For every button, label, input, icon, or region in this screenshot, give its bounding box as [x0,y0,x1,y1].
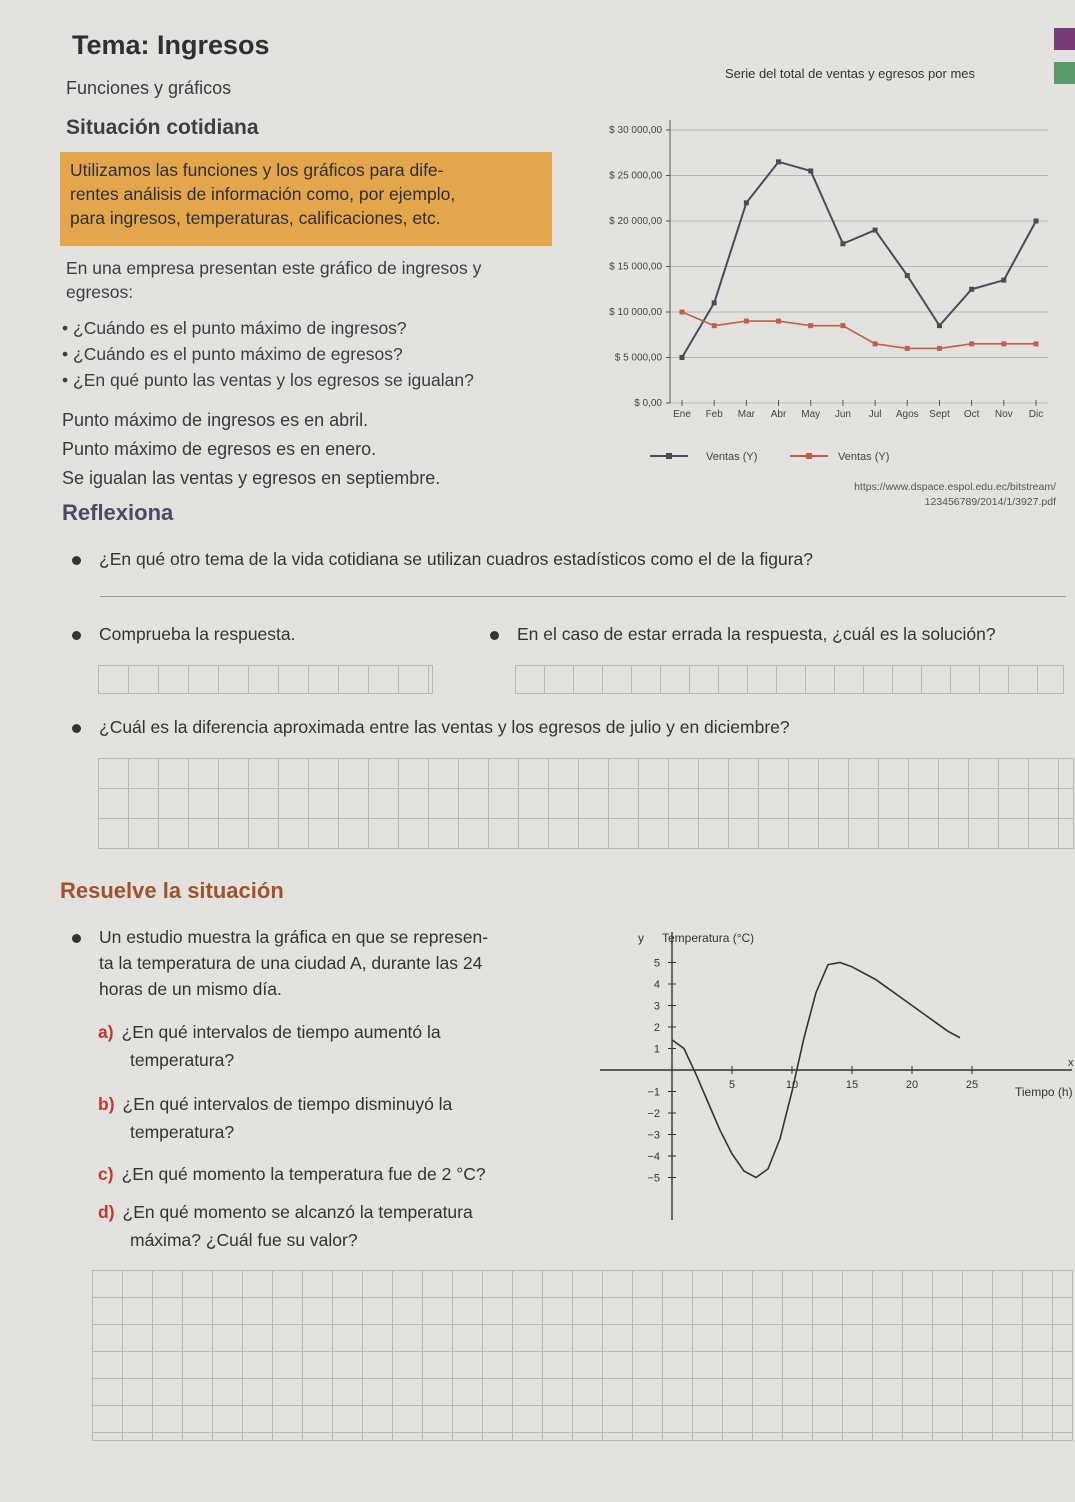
data-point-expenses [808,323,813,328]
answer-grid[interactable] [515,665,1064,694]
data-point-expenses [873,341,878,346]
y-tick-label: 5 [653,957,660,970]
x-tick-label: Feb [705,409,723,420]
chart-legend [650,451,889,463]
problem-line: ta la temperatura de una ciudad A, durante las 24 [99,953,483,973]
series-line-expenses [682,312,1036,348]
page-title: Tema: Ingresos [72,30,270,60]
data-point-expenses [937,346,942,351]
answer-grid[interactable] [92,1270,1073,1441]
question-item-c [98,1160,568,1188]
x-tick-label: Abr [770,409,787,420]
data-point-sales [873,228,878,233]
intro-text [66,256,556,304]
data-point-sales [680,355,685,360]
y-tick-label: $ 10 000,00 [609,307,662,318]
y-tick-label: 4 [653,979,660,991]
data-point-expenses [712,323,717,328]
legend-label: Ventas (Y) [706,451,758,463]
item-text: ¿En qué intervalos de tiempo disminuyó la [122,1094,453,1114]
source-line: https://www.dspace.espol.edu.ec/bitstream/ [854,481,1056,493]
page-subtitle: Funciones y gráficos [66,78,232,98]
y-tick-label: $ 5 000,00 [614,352,662,364]
problem-line: horas de un mismo día. [99,979,282,999]
x-tick-label: Ene [673,409,691,420]
data-point-sales [1034,219,1039,224]
item-text: ¿En qué momento se alcanzó la temperatura [122,1202,473,1222]
bullet-icon [72,724,81,733]
y-tick-label: $ 15 000,00 [609,261,662,273]
x-tick-label: Oct [963,409,980,420]
y-axis-letter: y [638,931,644,945]
question-text: ¿Cuándo es el punto máximo de egresos? [73,344,403,364]
answer-grid[interactable] [98,665,433,694]
chart-series-group [680,159,1039,360]
data-point-expenses [1001,341,1006,346]
x-tick-label: 15 [845,1079,859,1091]
bullet-icon [72,556,81,565]
bullet-icon [72,631,81,640]
data-point-expenses [969,341,974,346]
item-label: b) [98,1094,115,1114]
series-line-sales [682,162,1036,358]
chart-title: Temperatura (°C) [662,931,755,945]
y-tick-label: $ 25 000,00 [609,170,662,182]
sales-expenses-chart [560,60,1060,480]
question-item-d [98,1198,568,1254]
data-point-sales [808,168,813,173]
problem-statement [72,924,562,1002]
answer-line[interactable] [100,596,1066,597]
chart-y-tick-labels [609,125,662,409]
y-tick-label: −2 [647,1108,660,1120]
data-point-sales [744,200,749,205]
question-text: ¿Cuándo es el punto máximo de ingresos? [73,318,407,338]
chart-gridlines [666,120,1048,406]
y-tick-label: −1 [647,1086,660,1099]
y-tick-label: 3 [653,1000,660,1013]
answer-text: Punto máximo de ingresos es en abril. [62,410,369,430]
section-heading-resuelve: Resuelve la situación [60,878,284,903]
data-point-expenses [1034,341,1039,346]
section-heading-situacion: Situación cotidiana [66,116,259,139]
question-text: En el caso de estar errada la respuesta, ¿cuál es la solución? [517,624,996,644]
data-point-sales [969,287,974,292]
section-heading-reflexiona: Reflexiona [62,500,174,525]
problem-text: Un estudio muestra la gráfica en que se represen- [99,927,489,947]
legend-marker-sales [666,453,672,459]
data-point-sales [1001,278,1006,283]
question-item-a [98,1018,568,1074]
reflexiona-question [72,624,296,645]
question-item-b [98,1090,568,1146]
y-tick-label: $ 0,00 [634,398,662,409]
chart-title: Serie del total de ventas y egresos por mes [724,66,976,81]
x-tick-label: Agos [895,409,919,420]
x-tick-label: Jul [868,409,882,420]
answer-list [62,410,582,497]
answer-grid[interactable] [98,758,1074,849]
data-point-expenses [905,346,910,351]
legend-label: Ventas (Y) [838,451,890,463]
list-item: • ¿En qué punto las ventas y los egresos se igualan? [62,370,474,390]
bullet-icon [490,631,499,640]
y-tick-label: $ 30 000,00 [609,125,662,136]
question-text: Comprueba la respuesta. [99,624,296,644]
item-label: d) [98,1202,115,1222]
answer-text: Se igualan las ventas y egresos en septiembre. [62,468,441,488]
y-tick-label: −4 [647,1151,660,1163]
question-text: ¿Cuál es la diferencia aproximada entre las ventas y los egresos de julio y en diciembre? [99,717,790,737]
y-tick-label: −3 [647,1129,660,1142]
intro-line: egresos: [66,282,134,302]
x-tick-label: 25 [965,1079,979,1091]
temperature-chart [590,920,1075,1230]
item-text: máxima? ¿Cuál fue su valor? [130,1230,358,1250]
x-tick-label: Jun [834,409,851,420]
item-text: ¿En qué momento la temperatura fue de 2 °C? [121,1164,486,1184]
x-tick-label: 10 [785,1079,799,1091]
item-label: a) [98,1022,114,1042]
x-tick-label: 20 [905,1079,919,1091]
list-item: • ¿Cuándo es el punto máximo de egresos? [62,344,403,364]
reflexiona-question [490,624,996,645]
data-point-expenses [776,319,781,324]
chart-tick-labels [647,958,978,1185]
reflexiona-question [72,549,813,570]
x-tick-label: 5 [728,1079,736,1091]
list-item: • ¿Cuándo es el punto máximo de ingresos? [62,318,407,338]
source-line: 123456789/2014/1/3927.pdf [924,496,1056,508]
answer-text: Punto máximo de egresos es en enero. [62,439,377,459]
data-point-sales [937,323,942,328]
highlight-line: rentes análisis de información como, por ejemplo, [70,184,456,204]
x-tick-label: May [801,409,821,420]
question-text: ¿En qué otro tema de la vida cotidiana se utilizan cuadros estadísticos como el de la figura? [99,549,814,569]
problem-line [72,924,562,950]
y-tick-label: −5 [647,1172,660,1185]
x-tick-label: Nov [994,409,1013,420]
page-tab-purple [1054,28,1075,50]
question-text: ¿En qué punto las ventas y los egresos se igualan? [73,370,474,390]
data-point-expenses [744,319,749,324]
item-text: temperatura? [130,1050,235,1070]
y-tick-label: 2 [653,1022,660,1034]
item-text: ¿En qué intervalos de tiempo aumentó la [121,1022,441,1042]
data-point-sales [712,300,717,305]
x-axis-label: Tiempo (h) [1015,1085,1073,1099]
bullet-icon [72,934,81,943]
data-point-sales [840,241,845,246]
source-url [766,480,1056,510]
x-tick-label: Dic [1028,409,1044,420]
data-point-expenses [840,323,845,328]
highlight-line: Utilizamos las funciones y los gráficos para dife- [70,160,444,180]
data-point-sales [905,273,910,278]
question-list [62,318,562,396]
chart-x-tick-labels [673,409,1043,420]
item-text: temperatura? [130,1122,235,1142]
reflexiona-question [72,717,790,738]
legend-marker-expenses [806,453,812,459]
item-label: c) [98,1164,114,1184]
x-axis-letter: x [1068,1057,1074,1069]
y-tick-label: 1 [653,1043,660,1056]
x-tick-label: Mar [737,409,755,420]
intro-line: En una empresa presentan este gráfico de ingresos y [66,258,482,278]
chart-axes [600,932,1072,1220]
y-tick-label: $ 20 000,00 [609,216,662,227]
highlight-line: para ingresos, temperaturas, calificaciones, etc. [70,208,441,228]
data-point-sales [776,159,781,164]
data-point-expenses [680,310,685,315]
x-tick-label: Sept [929,409,950,420]
highlight-box [60,152,552,246]
